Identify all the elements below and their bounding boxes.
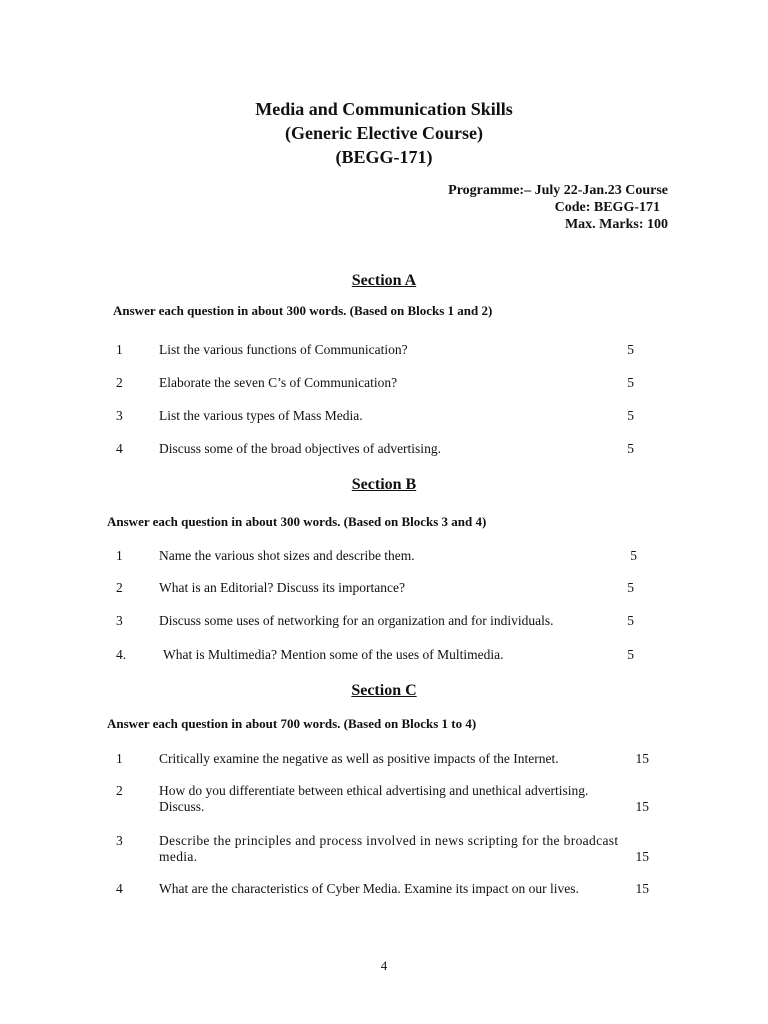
- section-b-instruction: Answer each question in about 300 words. (Based on Blocks 3 and 4): [107, 514, 487, 529]
- question-marks: 5: [627, 647, 634, 662]
- question-marks: 5: [630, 548, 637, 563]
- question-number: 2: [116, 580, 123, 595]
- question-marks: 5: [627, 375, 634, 390]
- question-text: Elaborate the seven C’s of Communication?: [159, 375, 398, 390]
- section-a-instruction: Answer each question in about 300 words. (Based on Blocks 1 and 2): [113, 303, 493, 318]
- question-marks: 15: [635, 881, 649, 896]
- question-text: Critically examine the negative as well as positive impacts of the Internet.: [159, 751, 559, 766]
- question-text: Discuss some uses of networking for an organization and for individuals.: [159, 613, 554, 628]
- question-text: List the various functions of Communication?: [159, 342, 408, 357]
- programme-block: [400, 182, 668, 233]
- max-marks-line: Max. Marks: 100: [564, 217, 668, 232]
- question-text: Discuss some of the broad objectives of advertising.: [159, 441, 441, 456]
- question-marks: 5: [627, 408, 634, 423]
- question-marks: 5: [627, 580, 634, 595]
- question-marks: 5: [627, 342, 634, 357]
- question-text: What is an Editorial? Discuss its importance?: [159, 580, 405, 595]
- title-block: [0, 97, 768, 169]
- course-type: (Generic Elective Course): [285, 123, 483, 143]
- question-number: 2: [116, 783, 123, 798]
- section-c-heading: Section C: [351, 682, 417, 699]
- question-text: What is Multimedia? Mention some of the uses of Multimedia.: [163, 647, 504, 662]
- question-number: 4.: [116, 647, 127, 662]
- question-number: 3: [116, 408, 123, 423]
- question-marks: 15: [635, 751, 649, 766]
- code-line: Code: BEGG-171: [554, 200, 660, 215]
- question-text-continuation: media.: [159, 849, 198, 864]
- question-marks: 15: [635, 799, 649, 814]
- question-text-continuation: Discuss.: [159, 799, 205, 814]
- question-number: 1: [116, 548, 123, 563]
- course-code-title: (BEGG-171): [335, 147, 433, 167]
- question-text: List the various types of Mass Media.: [159, 408, 363, 423]
- question-text: Describe the principles and process involved in news scripting for the broadcast: [159, 833, 619, 848]
- question-number: 2: [116, 375, 123, 390]
- question-marks: 15: [635, 849, 649, 864]
- page-number: 4: [380, 958, 388, 973]
- question-text: What are the characteristics of Cyber Media. Examine its impact on our lives.: [159, 881, 579, 896]
- section-a-heading: Section A: [351, 272, 417, 289]
- course-title: Media and Communication Skills: [255, 99, 513, 119]
- question-text: How do you differentiate between ethical advertising and unethical advertising.: [159, 783, 589, 798]
- section-c-instruction: Answer each question in about 700 words. (Based on Blocks 1 to 4): [107, 716, 477, 731]
- question-number: 3: [116, 833, 123, 848]
- question-marks: 5: [627, 441, 634, 456]
- question-number: 4: [116, 881, 123, 896]
- question-text: Name the various shot sizes and describe them.: [159, 548, 415, 563]
- question-number: 1: [116, 751, 123, 766]
- question-marks: 5: [627, 613, 634, 628]
- question-number: 3: [116, 613, 123, 628]
- question-number: 4: [116, 441, 123, 456]
- question-number: 1: [116, 342, 123, 357]
- section-b-heading: Section B: [351, 476, 417, 493]
- programme-line: Programme:– July 22-Jan.23 Course: [448, 183, 668, 198]
